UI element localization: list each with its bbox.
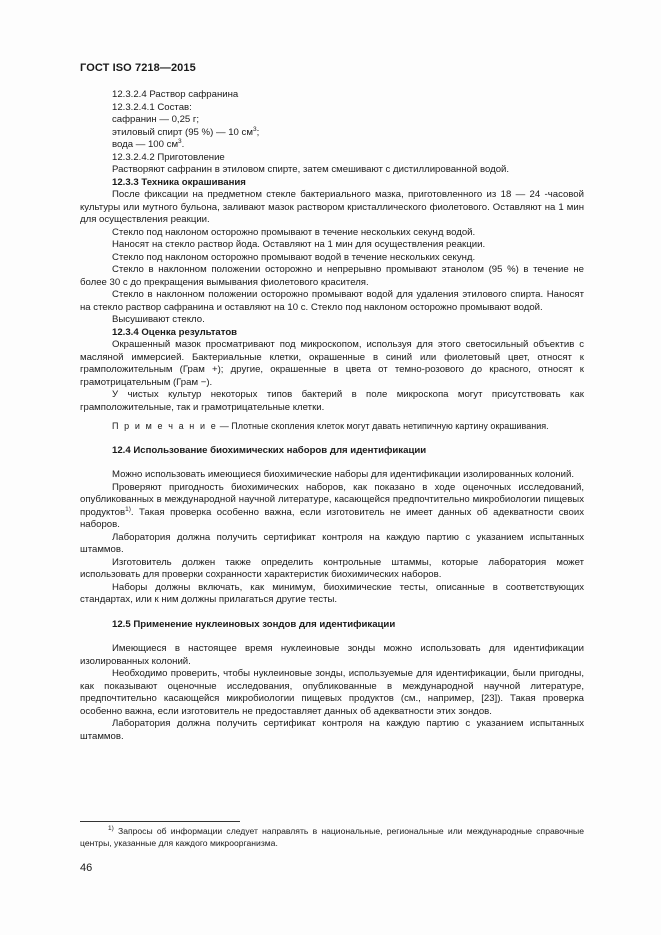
safranin-title: 12.3.2.4 Раствор сафранина	[112, 89, 239, 100]
preparation-title: 12.3.2.4.2 Приготовление	[112, 151, 225, 163]
technique-paragraph: Наносят на стекло раствор йода. Оставляют на 1 мин для осуществления реакции.	[112, 239, 486, 250]
footnote	[80, 826, 584, 849]
biochem-heading: 12.4 Использование биохимических наборов для идентификации	[112, 444, 427, 456]
page-number: 46	[80, 862, 93, 874]
evaluation-paragraph: Окрашенный мазок просматривают под микроскопом, используя для этого светосильный объектив с масляной иммерсией. Бактериальные клетки, окрашенные в синий или фиолетовый цвет, относят к грамположительным (Грам +); другие, окрашенные в цвета от темно-розового до красного, относят к грамотрицательным (Грам −).	[80, 339, 584, 388]
composition-title: 12.3.2.4.1 Состав:	[112, 101, 192, 113]
probes-paragraph: Имеющиеся в настоящее время нуклеиновые зонды можно использовать для идентификации изолированных колоний.	[80, 643, 584, 667]
biochem-paragraph: Можно использовать имеющиеся биохимические наборы для идентификации изолированных колоний.	[112, 469, 574, 480]
probes-paragraph: Лаборатория должна получить сертификат контроля на каждую партию с указанием испытанных штаммов.	[80, 718, 584, 742]
note	[80, 420, 584, 433]
composition-ethanol: этиловый спирт (95 %) — 10 $см^3$;	[112, 125, 260, 138]
composition-safranin: сафранин — 0,25 г;	[112, 114, 200, 125]
technique-paragraph: Стекло в наклонном положении осторожно промывают водой для удаления этилового спирта. Наносят на стекло раствор сафранина и оставляют на 10 с. Стекло под наклоном осторожно промывают водой.	[80, 289, 584, 313]
probes-paragraph: Необходимо проверить, чтобы нуклеиновые зонды, используемые для идентификации, были пригодны, как показывают оценочные исследования, опубликованные в международной научной литературе, предпочтительно касающейся микробиологии пищевых продуктов (см., например, [23]). Такая проверка особенно важна, если изготовитель не предоставляет данных об адекватности этих зондов.	[80, 668, 584, 717]
probes-heading: 12.5 Применение нуклеиновых зондов для идентификации	[112, 618, 396, 630]
preparation-text: Растворяют сафранин в этиловом спирте, затем смешивают с дистиллированной водой.	[112, 164, 510, 175]
composition-water: вода — 100 $см^3$.	[112, 137, 185, 150]
biochem-paragraph: Лаборатория должна получить сертификат контроля на каждую партию с указанием испытанных штаммов.	[80, 531, 584, 555]
evaluation-heading: 12.3.4 Оценка результатов	[112, 326, 238, 338]
biochem-paragraph: Наборы должны включать, как минимум, биохимические тесты, описанные в соответствующих стандартах, или к ним должны прилагаться другие тесты.	[80, 581, 584, 605]
footnote-marker: 1)	[108, 825, 114, 833]
biochem-paragraph: Проверяют пригодность биохимических наборов, как показано в ходе оценочных исследований, опубликованных в международной научной литературе, касающейся предпочтительно микробиологии пищевых продуктов$^{1)}$. Такая проверка особенно важна, если изготовитель не имеет данных об адекватности своих наборов.	[80, 481, 584, 530]
page-header: ГОСТ ISO 7218—2015	[80, 62, 196, 74]
document-body	[80, 89, 584, 743]
technique-heading: 12.3.3 Техника окрашивания	[112, 176, 246, 188]
footnote-ref[interactable]: 1)	[125, 505, 131, 513]
note-label: П р и м е ч а н и е	[112, 421, 218, 431]
footnote-divider	[80, 821, 240, 822]
biochem-paragraph: Изготовитель должен также определить контрольные штаммы, которые лаборатория может использовать для проверки сохранности характеристик биохимических наборов.	[80, 556, 584, 580]
technique-paragraph: Стекло под наклоном осторожно промывают водой в течение нескольких секунд.	[112, 251, 476, 263]
technique-paragraph: Высушивают стекло.	[112, 314, 205, 325]
note-text: — Плотные скопления клеток могут давать нетипичную картину окрашивания.	[217, 421, 549, 431]
technique-paragraph: Стекло в наклонном положении осторожно и непрерывно промывают этанолом (95 %) в течение не более 30 с до прекращения вымывания фиолетового красителя.	[80, 264, 584, 288]
technique-paragraph: После фиксации на предметном стекле бактериального мазка, приготовленного из 18 — 24 -часовой культуры или мутного бульона, заливают мазок раствором кристаллического фиолетового. Оставляют на 1 мин для осуществления реакции.	[80, 189, 584, 225]
technique-paragraph: Стекло под наклоном осторожно промывают в течение нескольких секунд водой.	[112, 226, 476, 238]
footnote-text: Запросы об информации следует направлять в национальные, региональные или международные справочные центры, указанные для каждого микроорганизма.	[80, 826, 584, 848]
evaluation-paragraph: У чистых культур некоторых типов бактерий в поле микроскопа могут присутствовать как грамположительные, так и грамотрицательные клетки.	[80, 389, 584, 413]
